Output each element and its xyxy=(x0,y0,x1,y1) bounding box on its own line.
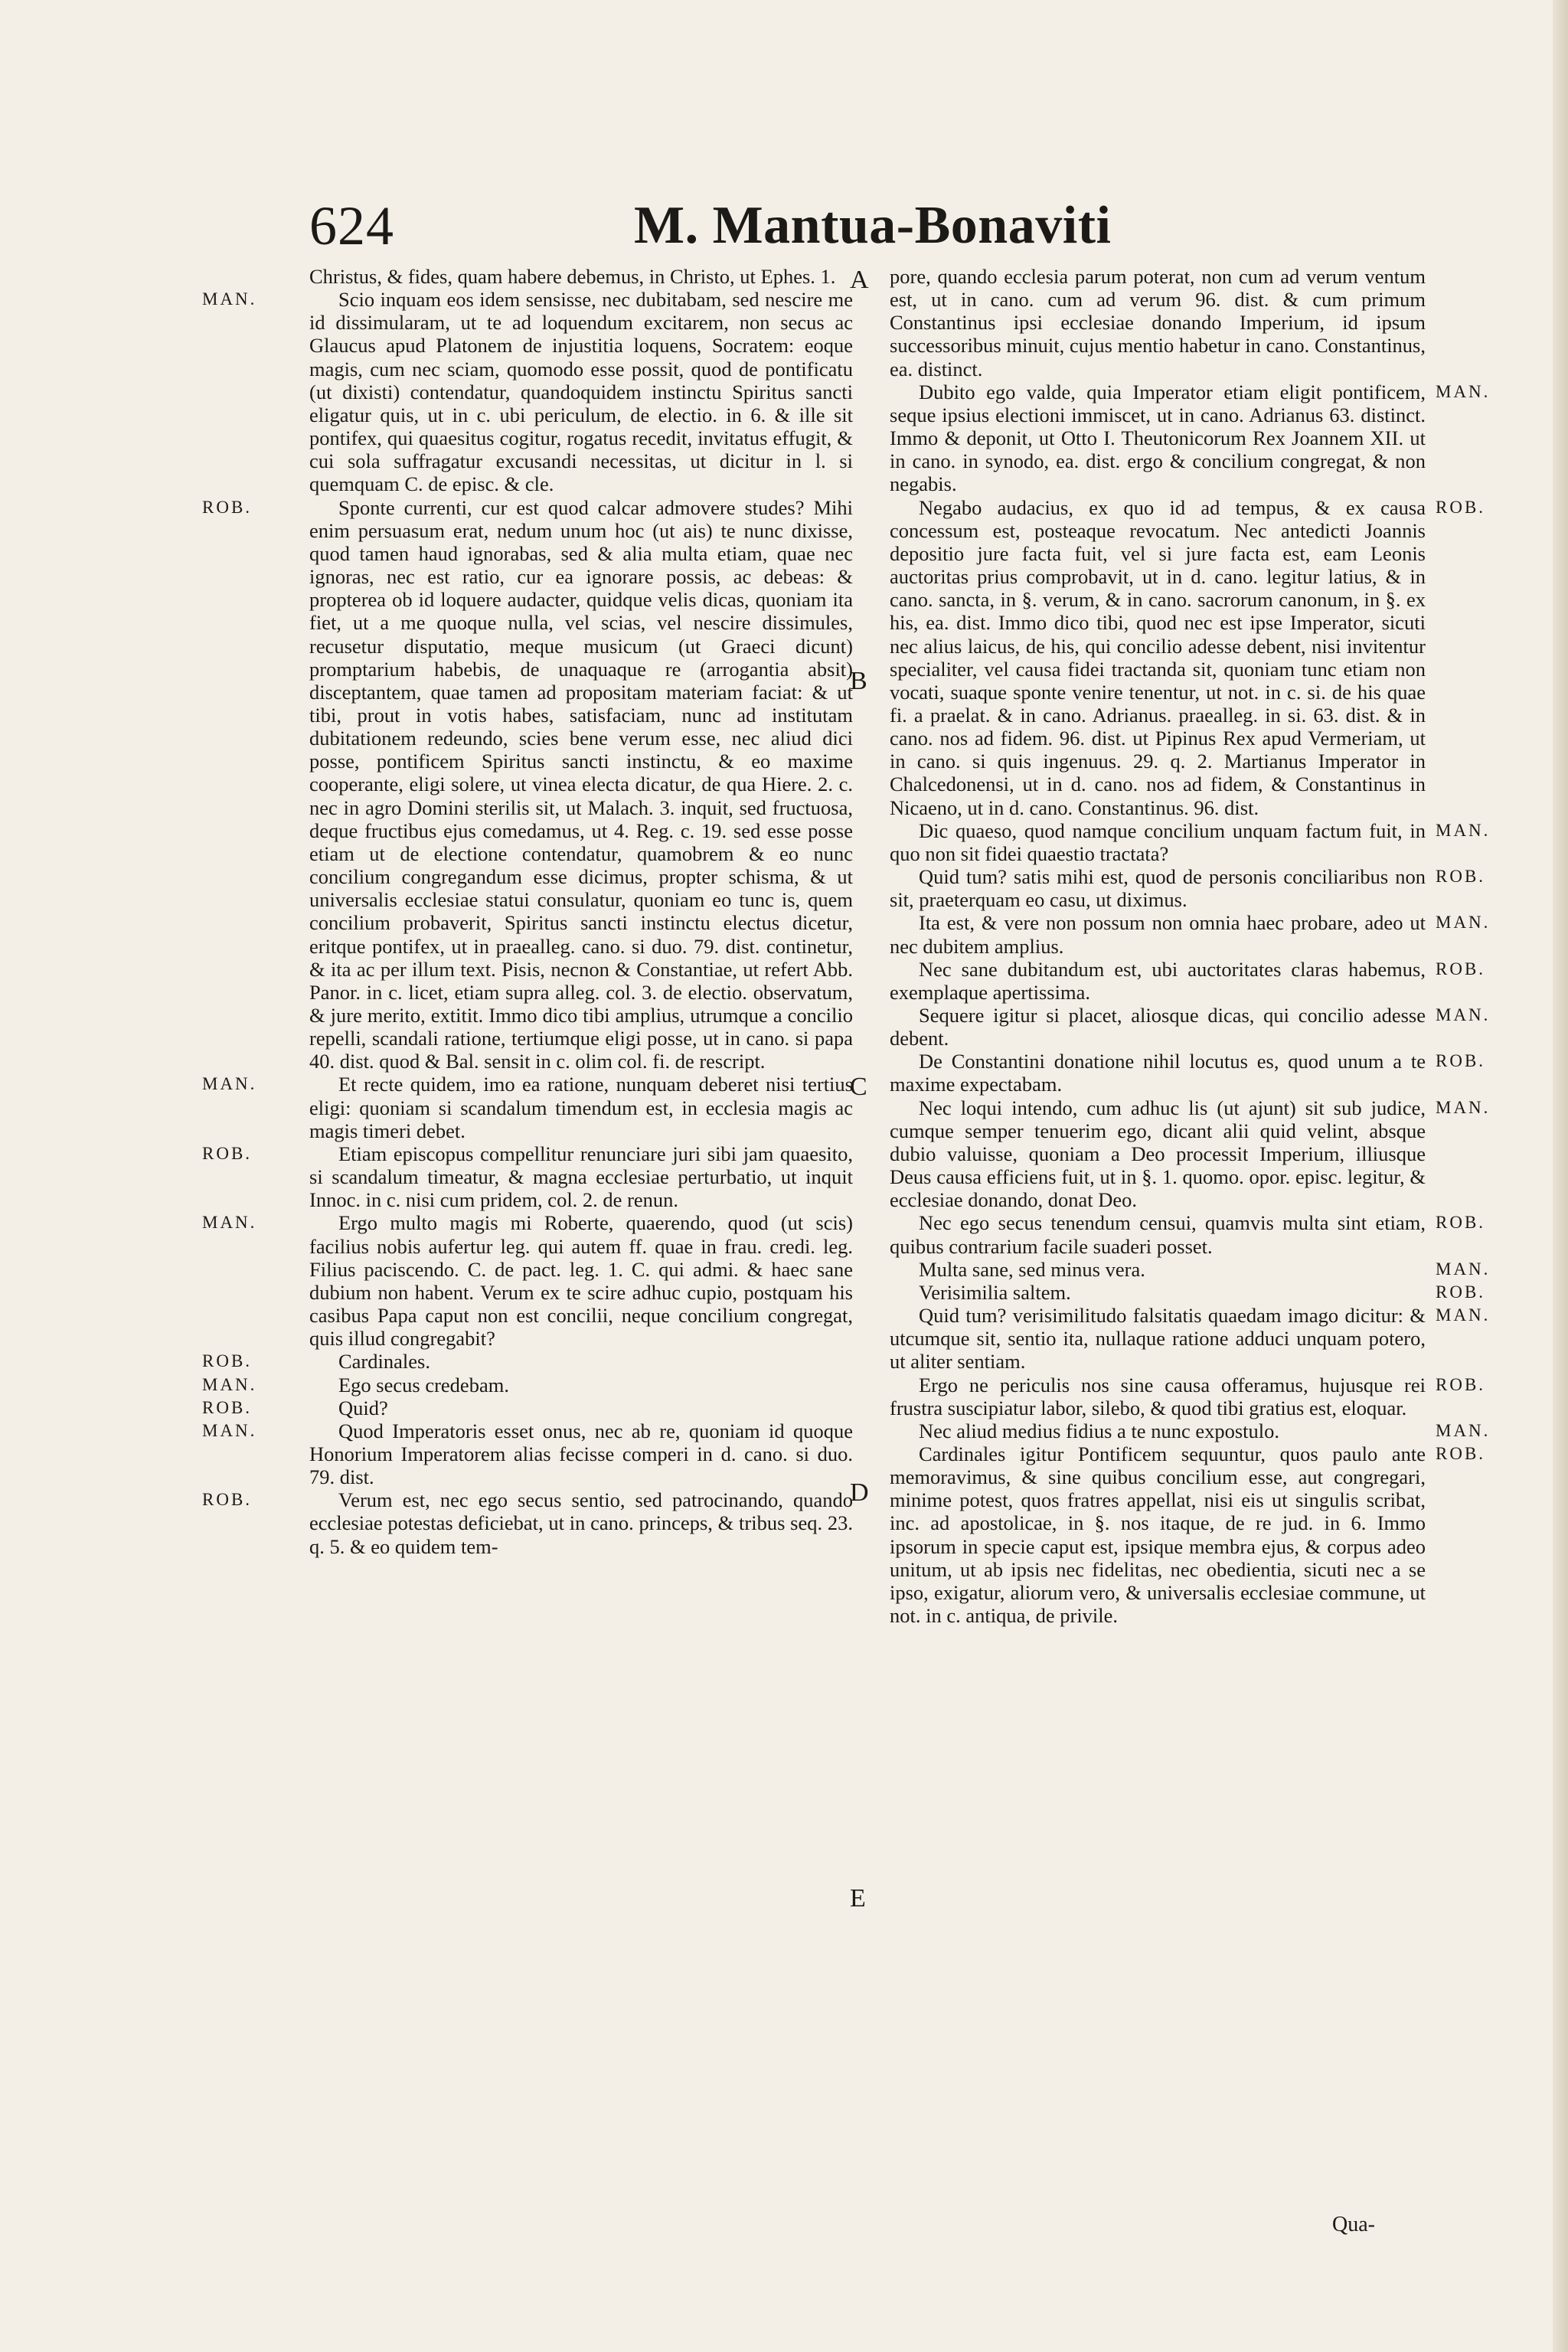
dialogue-paragraph xyxy=(202,1396,853,1419)
paragraph-text: Ergo multo magis mi Roberte, quaerendo, quod (ut scis) facilius nobis aufertur leg. qui autem ff. quae in frau. credi. leg. Filius paciscendo. C. de pact. leg. 1. C. qui admi. & haec sane dubium non habent. Verum ex te scire adhuc cupio, postquam his casibus Papa caput non est concilii, neque concilium congregat, quis illud congregabit? xyxy=(309,1211,853,1351)
page-header xyxy=(0,191,1568,260)
dialogue-paragraph xyxy=(890,265,1426,381)
paragraph-text: Etiam episcopus compellitur renunciare juri sibi jam quaesito, si scandalum timeatur, & magna ecclesiae perturbatio, ut inquit Innoc. in c. nisi cum pridem, col. 2. de renun. xyxy=(309,1142,853,1212)
paragraph-text: Dubito ego valde, quia Imperator etiam eligit pontificem, seque ipsius electioni immiscet, ut in cano. Adrianus 63. distinct. Immo & deponit, ut Otto I. Theutonicorum Rex Joannem XII. ut in cano. in synodo, ea. dist. ergo & concilium congregat, & non negabis. xyxy=(890,380,1426,496)
paragraph-text: Verum est, nec ego secus sentio, sed patrocinando, quando ecclesiae potestas deficiebat, ut in cano. princeps, & tribus seq. 23. q. 5. & eo quidem tem- xyxy=(309,1488,853,1558)
speaker-label: MAN. xyxy=(1436,1305,1491,1325)
dialogue-paragraph xyxy=(890,818,1491,865)
paragraph-text: De Constantini donatione nihil locutus es, quod unum a te maxime expectabam. xyxy=(890,1050,1426,1096)
dialogue-paragraph xyxy=(890,495,1486,819)
paragraph-text: Ita est, & vere non possum non omnia haec probare, adeo ut nec dubitem amplius. xyxy=(890,911,1426,958)
paragraph-text: Cardinales igitur Pontificem sequuntur, quos paulo ante memoravimus, & sine quibus concilium esse, aut congregari, minime potest, quos fratres appellat, nisi eis ut singulis scribat, inc. ad apostolicae, in §. nos itaque, de re jud. in 6. Immo ipsorum in specie caput est, ipsique membra ejus, & corpus adeo unitum, ut ab ipsis nec fidelitas, nec obedientia, sicuti nec a se ipso, exigatur, aliorum vero, & universalis ecclesiae commune, ut not. in c. antiqua, de privile. xyxy=(890,1442,1426,1628)
paragraph-text: Quid? xyxy=(338,1396,388,1419)
dialogue-paragraph xyxy=(890,1257,1491,1281)
running-title: M. Mantua-Bonaviti xyxy=(634,196,1112,255)
dialogue-paragraph xyxy=(890,1419,1491,1442)
speaker-label: ROB. xyxy=(1436,1443,1486,1463)
speaker-label: MAN. xyxy=(1436,820,1491,840)
dialogue-paragraph xyxy=(202,288,853,496)
page-edge xyxy=(1553,0,1568,2352)
dialogue-paragraph xyxy=(202,495,853,1073)
dialogue-paragraph xyxy=(202,1211,853,1351)
dialogue-paragraph xyxy=(890,1096,1491,1212)
speaker-label: MAN. xyxy=(202,1213,257,1233)
speaker-label: ROB. xyxy=(1436,867,1486,887)
paragraph-text: Verisimilia saltem. xyxy=(919,1280,1071,1304)
paragraph-text: Negabo audacius, ex quo id ad tempus, & ex causa concessum est, posteaque revocatum. Nec antedicti Joannis depositio jure facta fuit, vel si jure facta est, eam Leonis auctoritas prius comprobavit, ut in d. cano. legitur latius, & in cano. sancta, in §. verum, & in cano. sacrorum canonum, in §. ex his, ea. dist. Immo dico tibi, quod nec est ipse Imperator, sicuti nec alius laicus, de his, qui concilio adesse debent, nisi invitentur specialiter, vel causa fidei tractanda sit, quoniam tunc etiam non vocati, suaque sponte venire tenentur, ut not. in c. si. de his quae fi. a praelat. & in cano. Adrianus. praealleg. in si. 63. dist. & in cano. nos ad fidem. 96. dist. ut Pipinus Rex apud Vermeriam, ut in cano. si quis ingenuus. 29. q. 2. Martianus Imperator in Chalcedonensi, ut in d. cano. nos ad fidem, & Constantinus in Nicaeno, ut in d. cano. Constantinus. 96. dist. xyxy=(890,495,1426,819)
speaker-label: MAN. xyxy=(1436,381,1491,401)
speaker-label: MAN. xyxy=(1436,1097,1491,1117)
speaker-label: MAN. xyxy=(202,1074,257,1094)
speaker-label: ROB. xyxy=(1436,1213,1486,1233)
speaker-label: MAN. xyxy=(1436,1259,1491,1279)
paragraph-text: Ego secus credebam. xyxy=(338,1373,509,1396)
dialogue-paragraph xyxy=(202,1373,853,1396)
catchword: Qua- xyxy=(1332,2213,1375,2236)
right-column xyxy=(890,265,1491,1628)
dialogue-paragraph xyxy=(202,1488,853,1558)
dialogue-paragraph xyxy=(890,865,1486,912)
paragraph-text: Nec loqui intendo, cum adhuc lis (ut ajunt) sit sub judice, cumque semper tenuerim ego, dicant alii quid velint, absque dubio valuisse, quoniam a Deo processit Imperium, illiusque Deus causa efficiens fuit, ut in §. 1. quomo. opor. episc. legitur, & ecclesiae donando, donat Deo. xyxy=(890,1096,1426,1212)
dialogue-paragraph xyxy=(202,1142,853,1212)
paragraph-text: Quid tum? verisimilitudo falsitatis quaedam imago dicitur: & utcumque sit, sentio ita, nullaque ratione adduci unquam potero, ut aliter sentiam. xyxy=(890,1304,1426,1374)
left-column xyxy=(202,265,853,1558)
speaker-label: ROB. xyxy=(1436,1282,1486,1302)
paragraph-text: Christus, & fides, quam habere debemus, in Christo, ut Ephes. 1. xyxy=(309,265,836,288)
speaker-label: MAN. xyxy=(1436,913,1491,933)
speaker-label: ROB. xyxy=(202,1397,253,1417)
paragraph-text: Nec sane dubitandum est, ubi auctoritates claras habemus, exemplaque apertissima. xyxy=(890,957,1426,1004)
speaker-label: ROB. xyxy=(202,1490,253,1510)
dialogue-paragraph xyxy=(309,265,853,288)
paragraph-text: pore, quando ecclesia parum poterat, non cum ad verum ventum est, ut in cano. cum ad verum 96. dist. & cum primum Constantinus ipsi ecclesiae donando Imperium, id ipsum successoribus minuit, cujus mentio habetur in cano. Constantinus, ea. distinct. xyxy=(890,265,1426,381)
dialogue-paragraph xyxy=(890,1004,1491,1050)
speaker-label: MAN. xyxy=(202,1420,257,1440)
dialogue-paragraph xyxy=(890,1442,1486,1628)
paragraph-text: Sequere igitur si placet, aliosque dicas, qui concilio adesse debent. xyxy=(890,1004,1426,1050)
page-number: 624 xyxy=(309,195,394,256)
speaker-label: ROB. xyxy=(202,1351,253,1371)
speaker-label: ROB. xyxy=(202,1143,253,1163)
speaker-label: MAN. xyxy=(1436,1420,1491,1440)
dialogue-paragraph xyxy=(202,1350,853,1374)
dialogue-paragraph xyxy=(890,1304,1491,1374)
paragraph-text: Cardinales. xyxy=(338,1350,430,1374)
paragraph-text: Multa sane, sed minus vera. xyxy=(919,1257,1145,1281)
paragraph-text: Ergo ne periculis nos sine causa offeramus, hujusque rei frustra suscipiatur labor, silebo, & quod tibi gratius est, eloquar. xyxy=(890,1373,1426,1419)
speaker-label: MAN. xyxy=(202,1374,257,1394)
dialogue-paragraph xyxy=(890,957,1486,1004)
paragraph-text: Nec ego secus tenendum censui, quamvis multa sint etiam, quibus contrarium facile suaderi posset. xyxy=(890,1211,1426,1258)
speaker-label: MAN. xyxy=(1436,1005,1491,1024)
margin-letter-e: E xyxy=(850,1884,866,1913)
paragraph-text: Dic quaeso, quod namque concilium unquam factum fuit, in quo non sit fidei quaestio tractata? xyxy=(890,818,1426,865)
speaker-label: ROB. xyxy=(1436,959,1486,978)
paragraph-text: Quod Imperatoris esset onus, nec ab re, quoniam id quoque Honorium Imperatorem alias fecisse comperi in d. cano. si duo. 79. dist. xyxy=(309,1419,853,1489)
speaker-label: MAN. xyxy=(202,289,257,309)
speaker-label: ROB. xyxy=(1436,497,1486,517)
margin-letter-d: D xyxy=(850,1478,869,1507)
dialogue-paragraph xyxy=(890,1050,1486,1096)
dialogue-paragraph xyxy=(202,1419,853,1489)
paragraph-text: Et recte quidem, imo ea ratione, nunquam deberet nisi tertius eligi: quoniam si scandalum timendum est, in ecclesia magis ac magis timeri debet. xyxy=(309,1073,853,1142)
dialogue-paragraph xyxy=(890,1373,1486,1419)
dialogue-paragraph xyxy=(890,1280,1486,1304)
dialogue-paragraph xyxy=(890,911,1491,958)
margin-letter-c: C xyxy=(850,1073,867,1101)
margin-letter-b: B xyxy=(850,667,867,695)
paragraph-text: Nec aliud medius fidius a te nunc expostulo. xyxy=(919,1419,1280,1442)
speaker-label: ROB. xyxy=(202,497,253,517)
margin-letter-a: A xyxy=(850,266,869,294)
dialogue-paragraph xyxy=(202,1073,853,1142)
dialogue-paragraph xyxy=(890,1211,1486,1258)
paragraph-text: Scio inquam eos idem sensisse, nec dubitabam, sed nescire me id dissimularam, ut te ad loquendum excitarem, non secus ac Glaucus apud Platonem de injustitia loquens, Socratem: eoque magis, cum nec sciam, quomodo esse possit, quod de pontificatu (ut dixisti) contendatur, quandoquidem instinctu Spiritus sancti eligatur quis, ut in c. ubi periculum, de electio. in 6. & ille sit pontifex, qui quaesitus cogitur, rogatus recedit, invitatus effugit, & cui sola suffragatur excusandi necessitas, ut dicitur in l. si quemquam C. de episc. & cle. xyxy=(309,288,853,496)
paragraph-text: Quid tum? satis mihi est, quod de personis conciliaribus non sit, praeterquam eo casu, ut diximus. xyxy=(890,865,1426,912)
paragraph-text: Sponte currenti, cur est quod calcar admovere studes? Mihi enim persuasum erat, nedum unum hoc (ut ais) te nunc dixisse, quod tamen haud ignorabas, sed & alia multa etiam, quae nec ignoras, nec est ratio, cur ea ignorare possis, ac debeas: & propterea ob id loquere audacter, quidque velis dicas, quoniam ita fiet, ut a me quoque nulla, vel scias, vel nescire dissimules, recusetur disputatio, meque musicum (ut Graeci dicunt) promptarium habebis, de unaquaque re (arrogantia absit) disceptantem, quae tamen ad propositam materiam faciat: & ut tibi, prout in votis habes, satisfaciam, nunc ad institutam dubitationem redeundo, scies bene verum esse, nec aliud dici posse, pontificem Spiritus sancti instinctu, & eo maxime cooperante, eligi solere, ut vinea electa dicatur, de qua Hiere. 2. c. nec in agro Domini sterilis sit, ut Malach. 3. inquit, sed fructuosa, deque fructibus ejus comedamus, ut 4. Reg. c. 19. sed esse posse etiam ut de electione contendatur, quamobrem & eo nunc concilium congregandum esse dicimus, propter schisma, & ut universalis ecclesiae statui consulatur, quoniam eo tunc is, quem concilium probaverit, Spiritus sancti instinctu electus dicetur, eritque pontifex, ut in praealleg. cano. si duo. 79. dist. continetur, & ita ac per illum text. Pisis, necnon & Constantiae, ut refert Abb. Panor. in c. licet, etiam supra alleg. col. 3. de electio. observatum, & jure merito, extitit. Immo dico tibi amplius, utrumque a concilio repelli, scandali ratione, tertiumque eligi posse, ut in cano. si papa 40. dist. quod & Bal. sensit in c. olim col. fi. de rescript. xyxy=(309,495,853,1073)
speaker-label: ROB. xyxy=(1436,1374,1486,1394)
speaker-label: ROB. xyxy=(1436,1051,1486,1071)
dialogue-paragraph xyxy=(890,380,1491,496)
